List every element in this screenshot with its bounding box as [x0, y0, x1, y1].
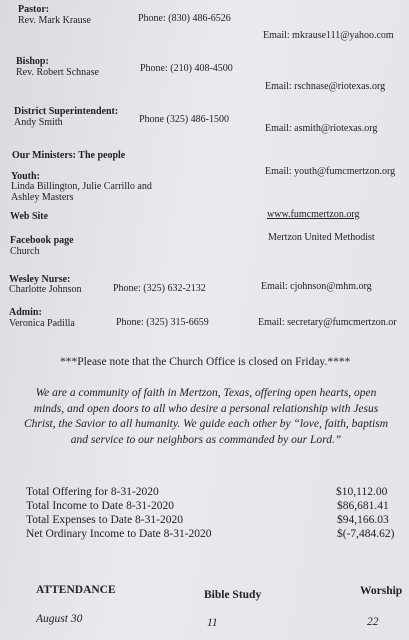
nurse-title: Wesley Nurse:	[9, 274, 71, 285]
finance-value: $10,112.00	[336, 486, 388, 498]
bishop-name: Rev. Robert Schnase	[16, 67, 99, 78]
bible-study-label: Bible Study	[204, 589, 262, 601]
district-name: Andy Smith	[14, 117, 63, 128]
mission-statement: We are a community of faith in Mertzon, Texas, offering open hearts, open minds, and open doors to all who desire a personal relationship with Jesus Christ, the Savior to all humanity. We guide each other by “love, faith, baptism and service to our neighbors as commanded by our Lord.”	[23, 387, 389, 446]
admin-phone: Phone: (325) 315-6659	[116, 317, 209, 328]
attendance-title: ATTENDANCE	[36, 584, 116, 596]
district-phone: Phone (325) 486-1500	[139, 114, 229, 125]
finance-label: Net Ordinary Income to Date 8-31-2020	[26, 528, 212, 540]
website-link[interactable]: www.fumcmertzon.org	[267, 209, 360, 220]
admin-title: Admin:	[9, 307, 42, 318]
attendance-date: August 30	[36, 613, 83, 625]
pastor-email: Email: mkrause111@yahoo.com	[263, 30, 394, 41]
office-closed-notice: ***Please note that the Church Office is closed on Friday.****	[60, 356, 351, 368]
bishop-phone: Phone: (210) 408-4500	[140, 63, 233, 74]
nurse-name: Charlotte Johnson	[9, 284, 82, 295]
youth-email: Email: youth@fumcmertzon.org	[265, 166, 396, 177]
finance-value: $94,166.03	[337, 514, 389, 526]
pastor-title: Pastor:	[18, 4, 50, 15]
facebook-name: Mertzon United Methodist	[268, 232, 375, 243]
finance-value: $86,681.41	[337, 500, 389, 512]
youth-names-line1: Linda Billington, Julie Carrillo and	[11, 181, 152, 192]
bishop-email: Email: rschnase@riotexas.org	[265, 81, 386, 92]
district-title: District Superintendent:	[14, 106, 119, 117]
nurse-phone: Phone: (325) 632-2132	[113, 283, 206, 294]
admin-email: Email: secretary@fumcmertzon.or	[258, 317, 397, 328]
finance-label: Total Offering for 8-31-2020	[26, 486, 159, 498]
pastor-phone: Phone: (830) 486-6526	[138, 13, 231, 24]
admin-name: Veronica Padilla	[9, 318, 75, 329]
youth-title: Youth:	[11, 171, 40, 182]
finance-value: $(-7,484.62)	[337, 528, 395, 540]
worship-label: Worship	[360, 585, 403, 597]
finance-label: Total Income to Date 8-31-2020	[26, 500, 175, 512]
nurse-email: Email: cjohnson@mhm.org	[261, 281, 372, 292]
website-label: Web Site	[10, 211, 49, 222]
bishop-title: Bishop:	[16, 56, 49, 67]
finance-label: Total Expenses to Date 8-31-2020	[26, 514, 183, 526]
facebook-label: Facebook page	[10, 235, 74, 246]
bible-study-count: 11	[207, 617, 218, 629]
worship-count: 22	[367, 616, 379, 628]
youth-names-line2: Ashley Masters	[11, 192, 74, 203]
facebook-sub: Church	[10, 246, 40, 257]
ministers-heading: Our Ministers: The people	[12, 150, 126, 161]
pastor-name: Rev. Mark Krause	[18, 15, 91, 26]
district-email: Email: asmith@riotexas.org	[265, 123, 378, 134]
